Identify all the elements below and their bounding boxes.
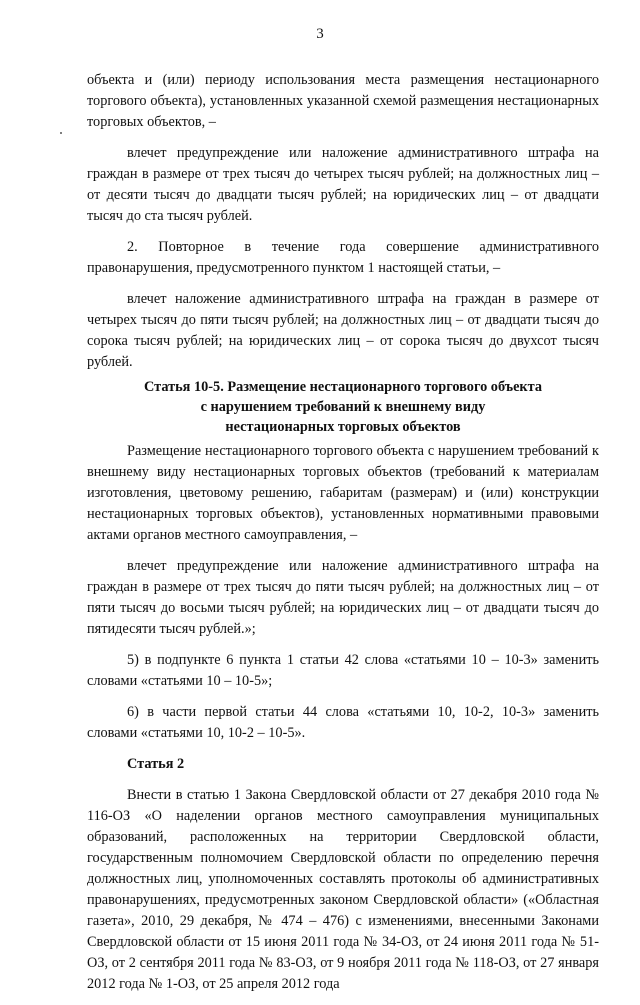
- heading-line-1: Статья 10-5. Размещение нестационарного торгового объекта: [143, 379, 543, 395]
- paragraph-5: Размещение нестационарного торгового объекта с нарушением требований к внешнему виду нестационарных торговых объектов (требований к материалам изготовления, цветовому решению, габаритам (размерам) и (или) конструкции нестационарных торговых объектов), установленных нормативными правовыми актами органов местного самоуправления, –: [87, 443, 599, 543]
- article-2-title: Статья 2: [127, 756, 185, 772]
- scan-speck: [60, 132, 62, 134]
- paragraph-9: Внести в статью 1 Закона Свердловской области от 27 декабря 2010 года № 116-ОЗ «О наделении органов местного самоуправления муниципальных образований, расположенных на территории Свердловской области, государственным полномочием Свердловской области по определению перечня должностных лиц, уполномоченных составлять протоколы об административных правонарушениях, предусмотренных законом Свердловской области» («Областная газета», 2010, 29 декабря, № 474 – 476) с изменениями, внесенными Законами Свердловской области от 15 июня 2011 года № 34-ОЗ, от 24 июня 2011 года № 51-ОЗ, от 2 сентября 2011 года № 83-ОЗ, от 9 ноября 2011 года № 118-ОЗ, от 27 января 2012 года № 1-ОЗ, от 25 апреля 2012 года: [87, 787, 599, 992]
- paragraph-6: влечет предупреждение или наложение административного штрафа на граждан в размере от трех тысяч до пяти тысяч рублей; на должностных лиц – от пяти тысяч до восьми тысяч рублей; на юридических лиц – от двадцати тысяч до пятидесяти тысяч рублей.»;: [87, 558, 599, 637]
- paragraph-2: влечет предупреждение или наложение административного штрафа на граждан в размере от трех тысяч до четырех тысяч рублей; на должностных лиц – от десяти тысяч до двадцати тысяч рублей; на юридических лиц – от двадцати тысяч до ста тысяч рублей.: [87, 145, 599, 224]
- paragraph-8: 6) в части первой статьи 44 слова «статьями 10, 10-2, 10-3» заменить словами «статьями 10, 10-2 – 10-5».: [87, 704, 599, 741]
- article-10-5-heading: [87, 377, 599, 437]
- page-number: 3: [316, 26, 324, 42]
- heading-line-2: с нарушением требований к внешнему виду: [200, 399, 486, 415]
- heading-line-3: нестационарных торговых объектов: [225, 419, 461, 435]
- paragraph-1: объекта и (или) периоду использования места размещения нестационарного торгового объекта), установленных указанной схемой размещения нестационарных торговых объектов, –: [87, 72, 599, 130]
- paragraph-7: 5) в подпункте 6 пункта 1 статьи 42 слова «статьями 10 – 10-3» заменить словами «статьями 10 – 10-5»;: [87, 652, 599, 689]
- paragraph-4: влечет наложение административного штрафа на граждан в размере от четырех тысяч до пяти тысяч рублей; на должностных лиц – от двадцати тысяч до сорока тысяч рублей; на юридических лиц – от сорока тысяч до двухсот тысяч рублей.: [87, 291, 599, 370]
- paragraph-3: 2. Повторное в течение года совершение административного правонарушения, предусмотренного пунктом 1 настоящей статьи, –: [87, 239, 599, 276]
- document-body: [87, 70, 599, 1005]
